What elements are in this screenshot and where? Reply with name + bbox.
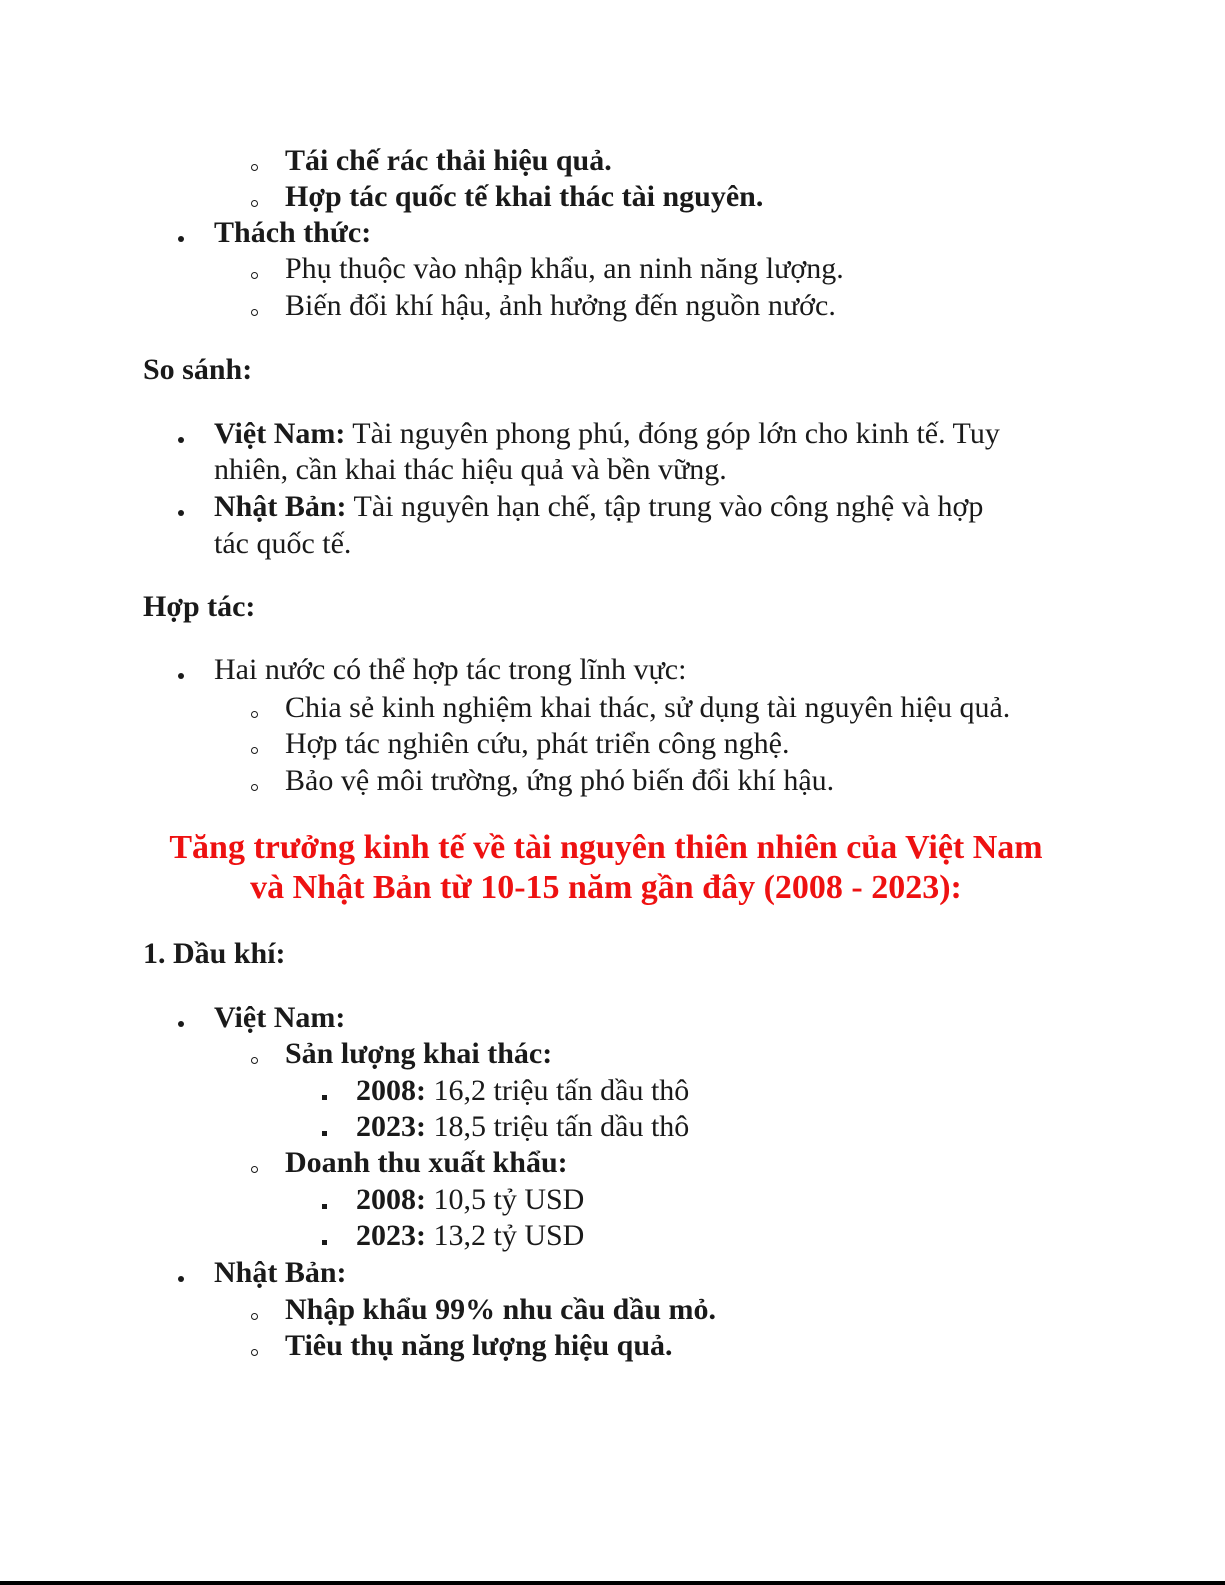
- vietnam-text: Tài nguyên phong phú, đóng góp lớn cho kinh tế. Tuy: [345, 417, 1000, 450]
- japan-text: Tài nguyên hạn chế, tập trung vào công nghệ và hợp: [346, 490, 984, 523]
- circle-bullet-icon: [251, 1057, 258, 1064]
- cooperation-heading: Hợp tác:: [143, 590, 256, 623]
- disc-bullet-icon: [178, 1021, 184, 1027]
- revenue-label: Doanh thu xuất khẩu:: [285, 1146, 568, 1179]
- list-item: Phụ thuộc vào nhập khẩu, an ninh năng lượng.: [285, 252, 844, 285]
- list-item: Tiêu thụ năng lượng hiệu quả.: [285, 1329, 673, 1362]
- page-bottom-border: [0, 1581, 1225, 1585]
- section-title-line-2: và Nhật Bản từ 10-15 năm gần đây (2008 - 2023):: [250, 869, 962, 906]
- vietnam-label: Việt Nam:: [214, 417, 346, 450]
- list-item: Biến đổi khí hậu, ảnh hưởng đến nguồn nước.: [285, 289, 836, 322]
- list-item: Tái chế rác thải hiệu quả.: [285, 144, 612, 177]
- output-row: [356, 1073, 689, 1109]
- oil-vietnam-label: Việt Nam:: [214, 1001, 346, 1034]
- output-value: 18,5 triệu tấn dầu thô: [426, 1110, 690, 1143]
- comparison-japan-line-1: [214, 489, 983, 525]
- comparison-japan-line-2: tác quốc tế.: [214, 527, 352, 560]
- output-value: 16,2 triệu tấn dầu thô: [426, 1074, 690, 1107]
- challenges-label: Thách thức:: [214, 216, 372, 249]
- list-item: Chia sẻ kinh nghiệm khai thác, sử dụng tài nguyên hiệu quả.: [285, 691, 1011, 724]
- disc-bullet-icon: [178, 1276, 184, 1282]
- circle-bullet-icon: [251, 309, 258, 316]
- comparison-vietnam-line-2: nhiên, cần khai thác hiệu quả và bền vững.: [214, 453, 727, 486]
- section-title-line-1: Tăng trưởng kinh tế về tài nguyên thiên nhiên của Việt Nam: [169, 829, 1043, 866]
- revenue-value: 13,2 tỷ USD: [426, 1219, 585, 1252]
- circle-bullet-icon: [251, 711, 258, 718]
- output-label: Sản lượng khai thác:: [285, 1037, 553, 1070]
- revenue-row: [356, 1182, 584, 1218]
- comparison-heading: So sánh:: [143, 353, 253, 386]
- circle-bullet-icon: [251, 164, 258, 171]
- japan-label: Nhật Bản:: [214, 490, 347, 523]
- list-item: Hợp tác nghiên cứu, phát triển công nghệ.: [285, 727, 790, 760]
- comparison-vietnam-line-1: [214, 416, 1000, 452]
- circle-bullet-icon: [251, 1166, 258, 1173]
- square-bullet-icon: [322, 1131, 327, 1136]
- cooperation-intro: Hai nước có thể hợp tác trong lĩnh vực:: [214, 653, 687, 686]
- square-bullet-icon: [322, 1204, 327, 1209]
- oil-gas-heading: 1. Dầu khí:: [143, 937, 286, 970]
- year-label: 2023:: [356, 1219, 426, 1252]
- disc-bullet-icon: [178, 437, 184, 443]
- output-row: [356, 1109, 689, 1145]
- circle-bullet-icon: [251, 1313, 258, 1320]
- circle-bullet-icon: [251, 784, 258, 791]
- list-item: Hợp tác quốc tế khai thác tài nguyên.: [285, 180, 764, 213]
- revenue-value: 10,5 tỷ USD: [426, 1183, 585, 1216]
- square-bullet-icon: [322, 1095, 327, 1100]
- disc-bullet-icon: [178, 236, 184, 242]
- year-label: 2023:: [356, 1110, 426, 1143]
- circle-bullet-icon: [251, 200, 258, 207]
- list-item: Bảo vệ môi trường, ứng phó biến đổi khí hậu.: [285, 764, 835, 797]
- circle-bullet-icon: [251, 272, 258, 279]
- list-item: Nhập khẩu 99% nhu cầu dầu mỏ.: [285, 1293, 717, 1326]
- oil-japan-label: Nhật Bản:: [214, 1256, 347, 1289]
- year-label: 2008:: [356, 1074, 426, 1107]
- revenue-row: [356, 1218, 584, 1254]
- square-bullet-icon: [322, 1240, 327, 1245]
- circle-bullet-icon: [251, 1349, 258, 1356]
- year-label: 2008:: [356, 1183, 426, 1216]
- circle-bullet-icon: [251, 747, 258, 754]
- disc-bullet-icon: [178, 673, 184, 679]
- disc-bullet-icon: [178, 510, 184, 516]
